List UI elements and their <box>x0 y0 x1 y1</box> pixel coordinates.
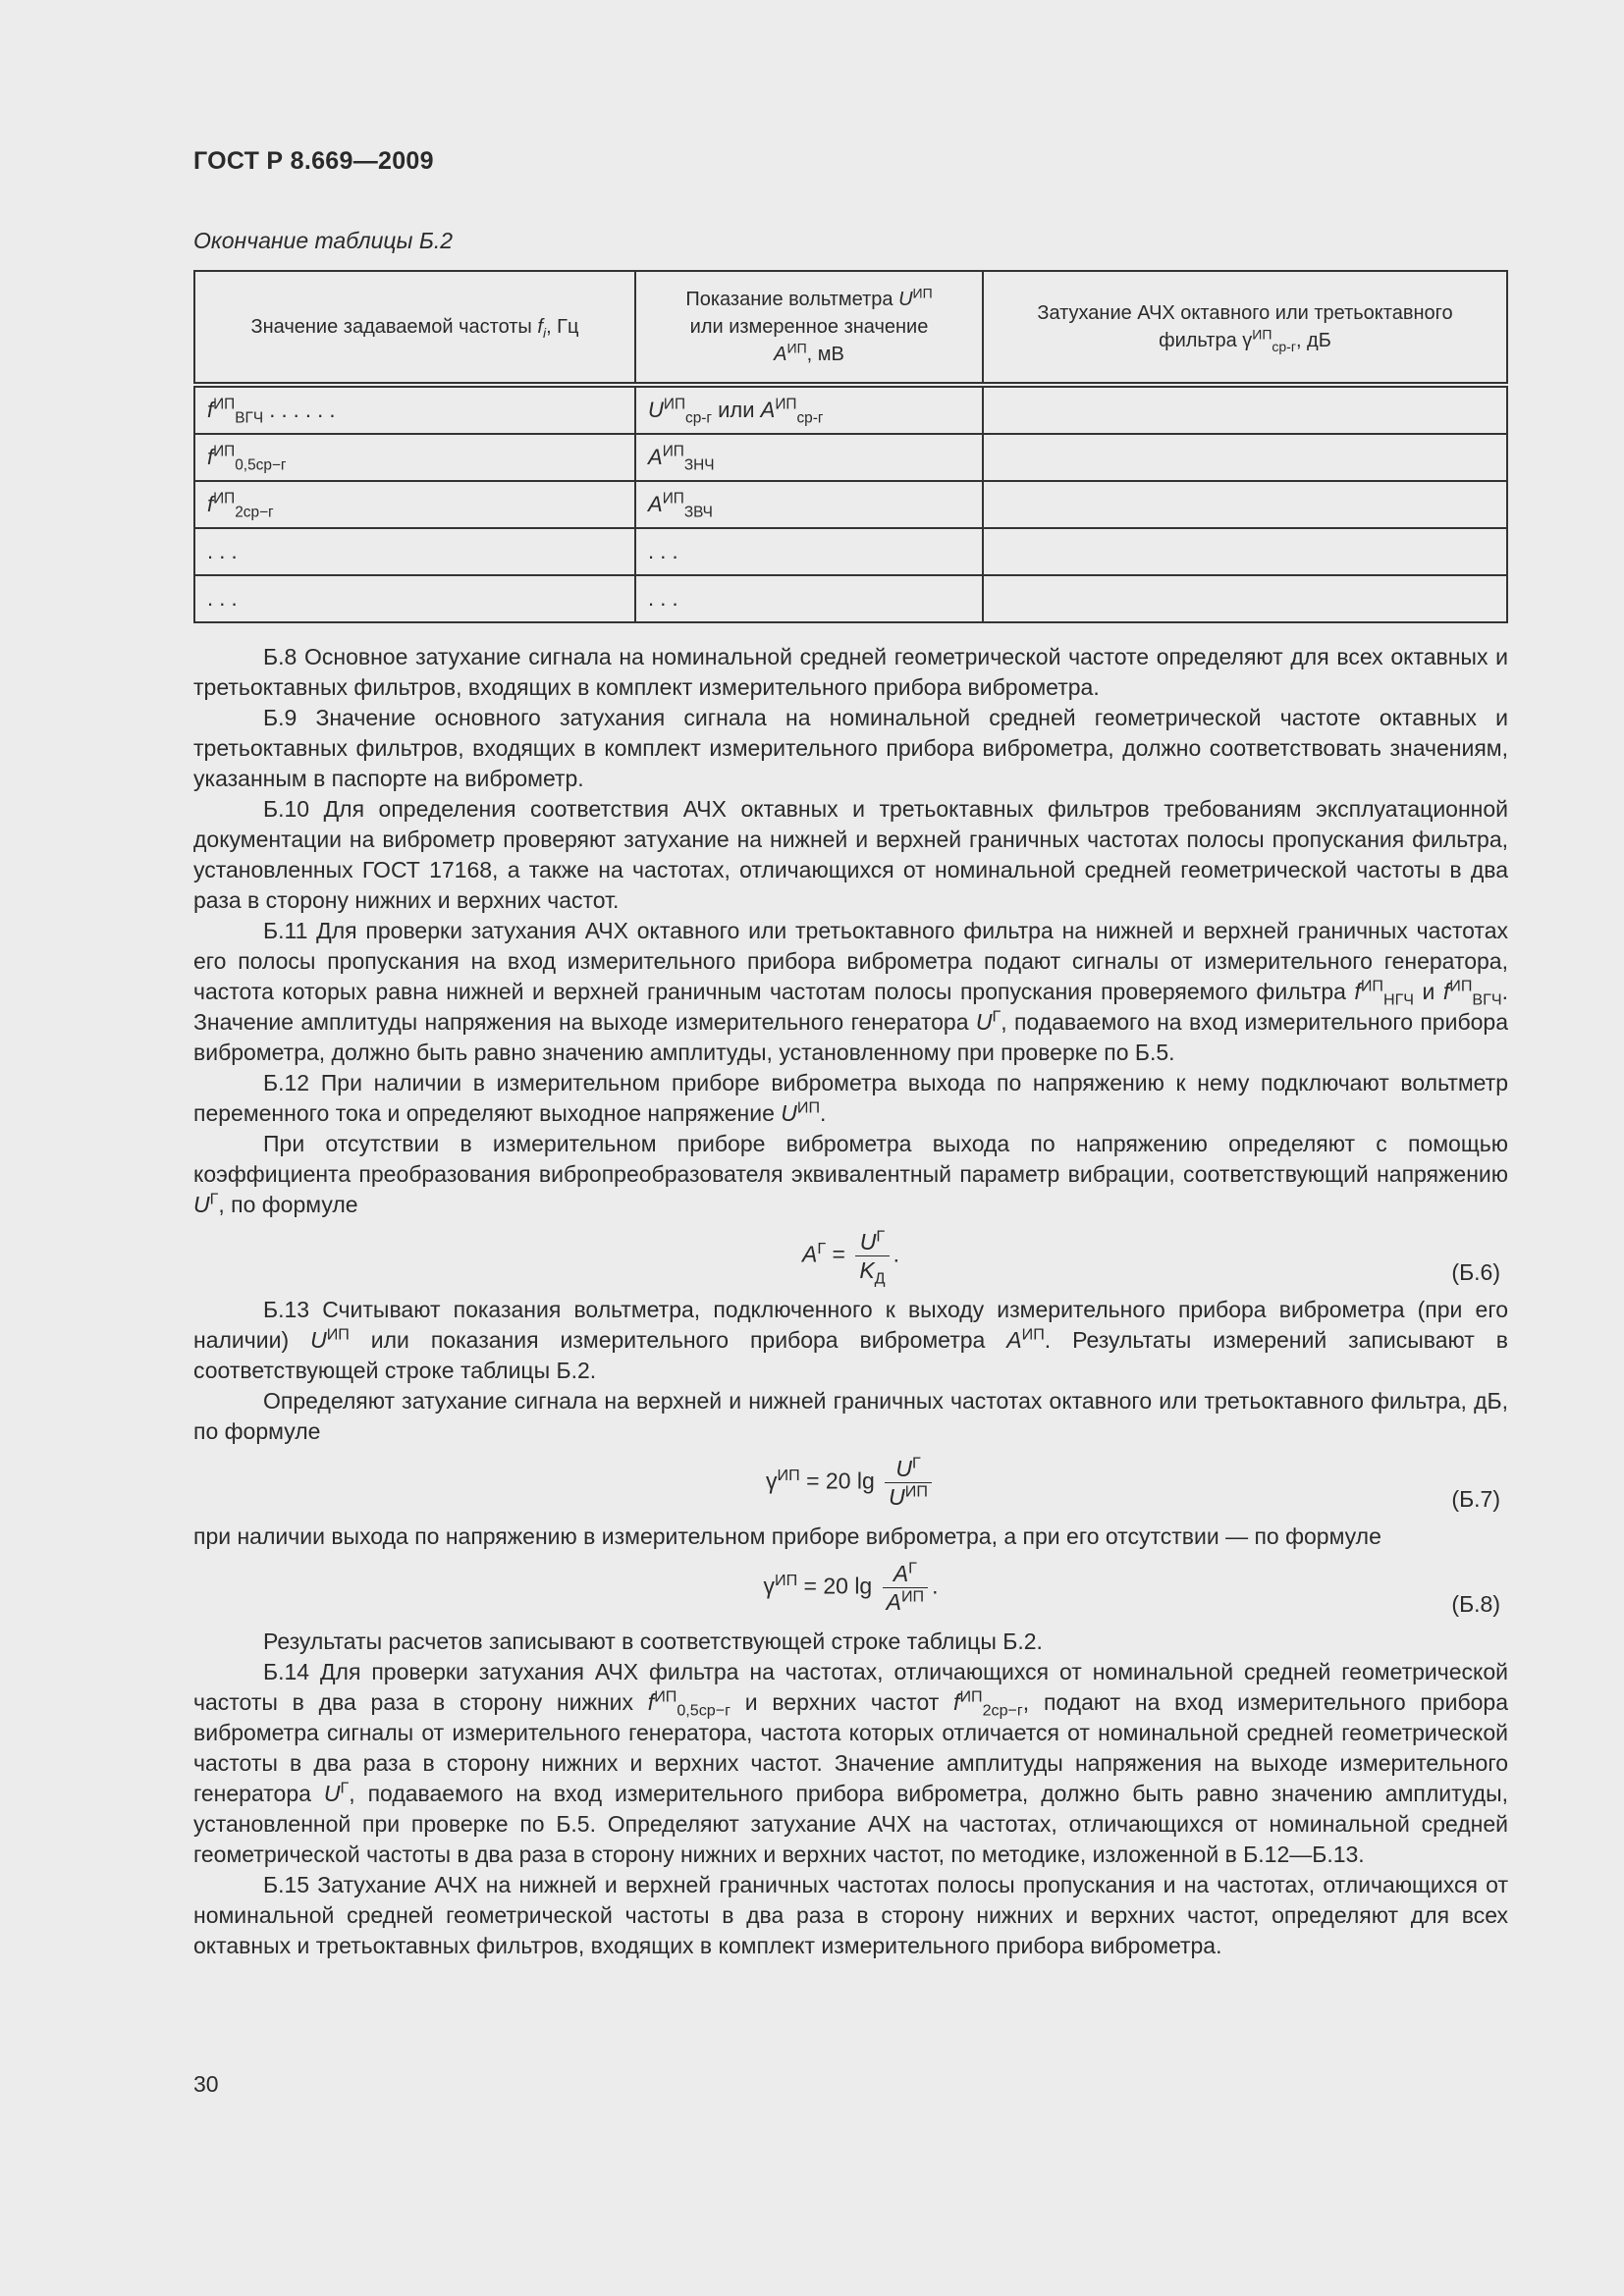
paragraph-results: Результаты расчетов записывают в соответствующей строке таблицы Б.2. <box>263 1629 1043 1654</box>
paragraph-b14: Б.14 Для проверки затухания АЧХ фильтра на частотах, отличающихся от номинальной средней геометрической частоты в два раза в сторону нижних $f^{ИП}_{0,5ср-г}$ и верхних частот $f^{ИП}_{2ср-г}$, подают на вход измерительного прибора виброметра сигналы от измерительного генератора, частота которых отличается от номинальной средней геометрической частоты в два раза в сторону нижних и верхних частот. Значение амплитуды напряжения на выходе измерительного генератора $U^Г$, подаваемого на вход измерительного прибора виброметра, должно быть равно значению амплитуды, установленной при проверке по Б.5. Определяют затухание АЧХ на частотах, отличающихся от номинальной средней геометрической частоты в два раза в сторону нижних и верхних частот, по методике, изложенной в Б.12—Б.13. <box>193 1659 1508 1867</box>
table-header-col3: Затухание АЧХ октавного или третьоктавного фильтра $\gamma^{ИП}_{ср-г}$, дБ <box>983 271 1507 385</box>
table-cell: $A^{ИП}_{ЗНЧ}$ <box>635 434 983 481</box>
paragraph-b13: Б.13 Считывают показания вольтметра, подключенного к выходу измерительного прибора виброметра (при его наличии) $U^{ИП}$ или показания измерительного прибора виброметра $A^{ИП}$. Результаты измерений записывают в соответствующей строке таблицы Б.2. <box>193 1297 1508 1383</box>
formula-b8: $\gamma^{ИП} = 20$ lg $\frac{A^Г}{A^{ИП}}$ . (Б.8) <box>193 1552 1508 1627</box>
table-row <box>194 434 1507 481</box>
formula-b6: $A^Г$ = $\frac{U^Г}{K_Д}$ . (Б.6) <box>802 1227 1500 1288</box>
paragraph-when: при наличии выхода по напряжению в измерительном приборе виброметра, а при его отсутствии — по формуле <box>193 1523 1381 1549</box>
table-cell: . . . <box>194 528 635 575</box>
body-text <box>193 642 1508 1961</box>
table-cell: . . . <box>194 575 635 622</box>
paragraph-b15: Б.15 Затухание АЧХ на нижней и верхней граничных частотах полосы пропускания и на частотах, отличающихся от номинальной средней геометрической частоты в два раза в сторону нижних и верхних частот, определяют для всех октавных и третьоктавных фильтров, входящих в комплект измерительного прибора виброметра. <box>193 1872 1508 1958</box>
table-caption: Окончание таблицы Б.2 <box>193 228 454 253</box>
paragraph-b12: Б.12 При наличии в измерительном приборе виброметра выхода по напряжению к нему подключают вольтметр переменного тока и определяют выходное напряжение $U^{ИП}$. <box>193 1070 1508 1126</box>
table-header-col1: Значение задаваемой частоты $f_i$, Гц <box>194 271 635 385</box>
table-cell: $A^{ИП}_{ЗВЧ}$ <box>635 481 983 528</box>
table-row <box>194 528 1507 575</box>
document-header: ГОСТ Р 8.669—2009 <box>193 147 434 175</box>
table-row <box>194 481 1507 528</box>
table-cell <box>983 528 1507 575</box>
table-cell: . . . <box>635 528 983 575</box>
table-cell <box>983 434 1507 481</box>
table-cell: $f^{ИП}_{ВГЧ}$ . . . . . . <box>194 385 635 434</box>
paragraph-b9: Б.9 Значение основного затухания сигнала на номинальной средней геометрической частоте октавных и третьоктавных фильтров, входящих в комплект измерительного прибора виброметра, должно соответствовать значениям, указанным в паспорте на виброметр. <box>193 705 1508 791</box>
paragraph-b11: Б.11 Для проверки затухания АЧХ октавного или третьоктавного фильтра на нижней и верхней граничных частотах его полосы пропускания на вход измерительного прибора виброметра подают сигналы от измерительного генератора, частота которых равна нижней и верхней граничным частотам полосы пропускания проверяемого фильтра $f^{ИП}_{НГЧ}$ и $f^{ИП}_{ВГЧ}$. Значение амплитуды напряжения на выходе измерительного генератора $U^Г$, подаваемого на вход измерительного прибора виброметра, должно быть равно значению амплитуды, установленному при проверке по Б.5. <box>193 918 1508 1065</box>
formula-b7: $\gamma^{ИП} = 20$ lg $\frac{U^Г}{U^{ИП}}$ (Б.7) <box>193 1447 1508 1522</box>
paragraph-b10: Б.10 Для определения соответствия АЧХ октавных и третьоктавных фильтров требованиям эксплуатационной документации на виброметр проверяют затухание на нижней и верхней граничных частотах полосы пропускания фильтра, установленных ГОСТ 17168, а также на частотах, отличающихся от номинальной средней геометрической частоты в два раза в сторону нижних и верхних частот. <box>193 796 1508 913</box>
table-cell <box>983 385 1507 434</box>
table-row <box>194 575 1507 622</box>
table-cell <box>983 481 1507 528</box>
table-row <box>194 385 1507 434</box>
page-number: 30 <box>193 2071 219 2097</box>
formula-number: (Б.7) <box>1451 1486 1500 1512</box>
table-cell: $U^{ИП}_{ср-г}$ или $A^{ИП}_{ср-г}$ <box>635 385 983 434</box>
paragraph-absence: При отсутствии в измерительном приборе виброметра выхода по напряжению определяют с помощью коэффициента преобразования вибропреобразователя эквивалентный параметр вибрации, соответствующий напряжению $U^Г$, по формуле <box>193 1131 1508 1217</box>
formula-number: (Б.8) <box>1451 1591 1500 1617</box>
paragraph-b8: Б.8 Основное затухание сигнала на номинальной средней геометрической частоте определяют для всех октавных и третьоктавных фильтров, входящих в комплект измерительного прибора виброметра. <box>193 644 1508 700</box>
table-header-col2: Показание вольтметра $U^{ИП}$ или измеренное значение $A^{ИП}$, мВ <box>635 271 983 385</box>
paragraph-determine: Определяют затухание сигнала на верхней и нижней граничных частотах октавного или третьоктавного фильтра, дБ, по формуле <box>193 1388 1508 1444</box>
formula-number: (Б.6) <box>1451 1259 1500 1285</box>
table-cell: $f^{ИП}_{0,5ср-г}$ <box>194 434 635 481</box>
table-header-row <box>194 271 1507 385</box>
table-b2 <box>193 270 1508 623</box>
table-cell: $f^{ИП}_{2ср-г}$ <box>194 481 635 528</box>
table-cell <box>983 575 1507 622</box>
table-cell: . . . <box>635 575 983 622</box>
